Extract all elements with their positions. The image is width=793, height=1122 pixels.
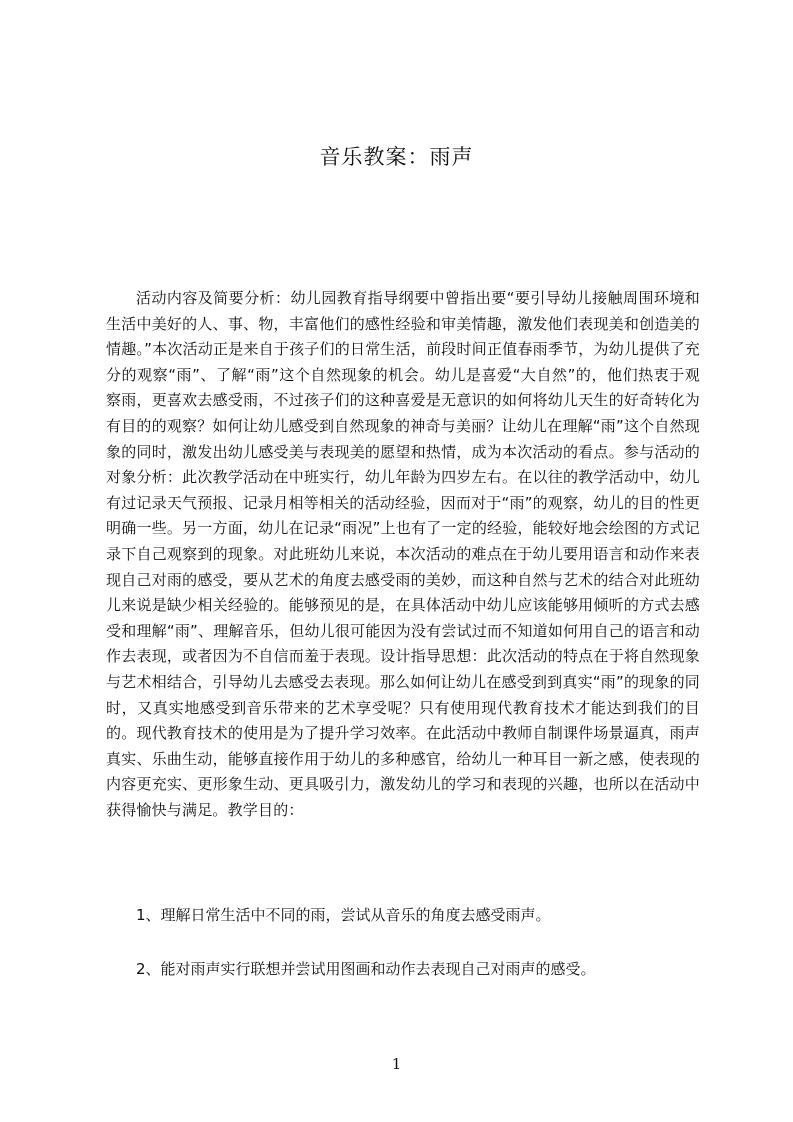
objective-item: 1、理解日常生活中不同的雨，尝试从音乐的角度去感受雨声。 <box>136 906 551 924</box>
objective-item: 2、能对雨声实行联想并尝试用图画和动作去表现自己对雨声的感受。 <box>136 960 596 978</box>
document-title: 音乐教案：雨声 <box>319 145 474 169</box>
body-paragraph: 活动内容及简要分析：幼儿园教育指导纲要中曾指出要“要引导幼儿接触周围环境和生活中美好的人、事、物，丰富他们的感性经验和审美情趣，激发他们表现美和创造美的情趣。”本次活动正是来自于孩子们的日常生活，前段时间正值春雨季节，为幼儿提供了充分的观察“雨”、了解“雨”这个自然现象的机会。幼儿是喜爱“大自然”的，他们热衷于观察雨，更喜欢去感受雨，不过孩子们的这种喜爱是无意识的如何将幼儿天生的好奇转化为有目的的观察？如何让幼儿感受到自然现象的神奇与美丽？让幼儿在理解“雨”这个自然现象的同时，激发出幼儿感受美与表现美的愿望和热情，成为本次活动的看点。参与活动的对象分析：此次教学活动在中班实行，幼儿年龄为四岁左右。在以往的教学活动中，幼儿有过记录天气预报、记录月相等相关的活动经验，因而对于“雨”的观察，幼儿的目的性更明确一些。另一方面，幼儿在记录“雨况”上也有了一定的经验，能较好地会绘图的方式记录下自己观察到的现象。对此班幼儿来说，本次活动的难点在于幼儿要用语言和动作来表现自己对雨的感受，要从艺术的角度去感受雨的美妙，而这种自然与艺术的结合对此班幼儿来说是缺少相关经验的。能够预见的是，在具体活动中幼儿应该能够用倾听的方式去感受和理解“雨”、理解音乐，但幼儿很可能因为没有尝试过而不知道如何用自己的语言和动作去表现，或者因为不自信而羞于表现。设计指导思想：此次活动的特点在于将自然现象与艺术相结合，引导幼儿去感受去表现。那么如何让幼儿在感受到到真实“雨”的现象的同时，又真实地感受到音乐带来的艺术享受呢？只有使用现代教育技术才能达到我们的目的。现代教育技术的使用是为了提升学习效率。在此活动中教师自制课件场景逼真，雨声真实、乐曲生动，能够直接作用于幼儿的多种感官，给幼儿一种耳目一新之感，使表现的内容更充实、更形象生动、更具吸引力，激发幼儿的学习和表现的兴趣，也所以在活动中获得愉快与满足。教学目的： <box>106 289 700 819</box>
page-number: 1 <box>391 1055 402 1073</box>
